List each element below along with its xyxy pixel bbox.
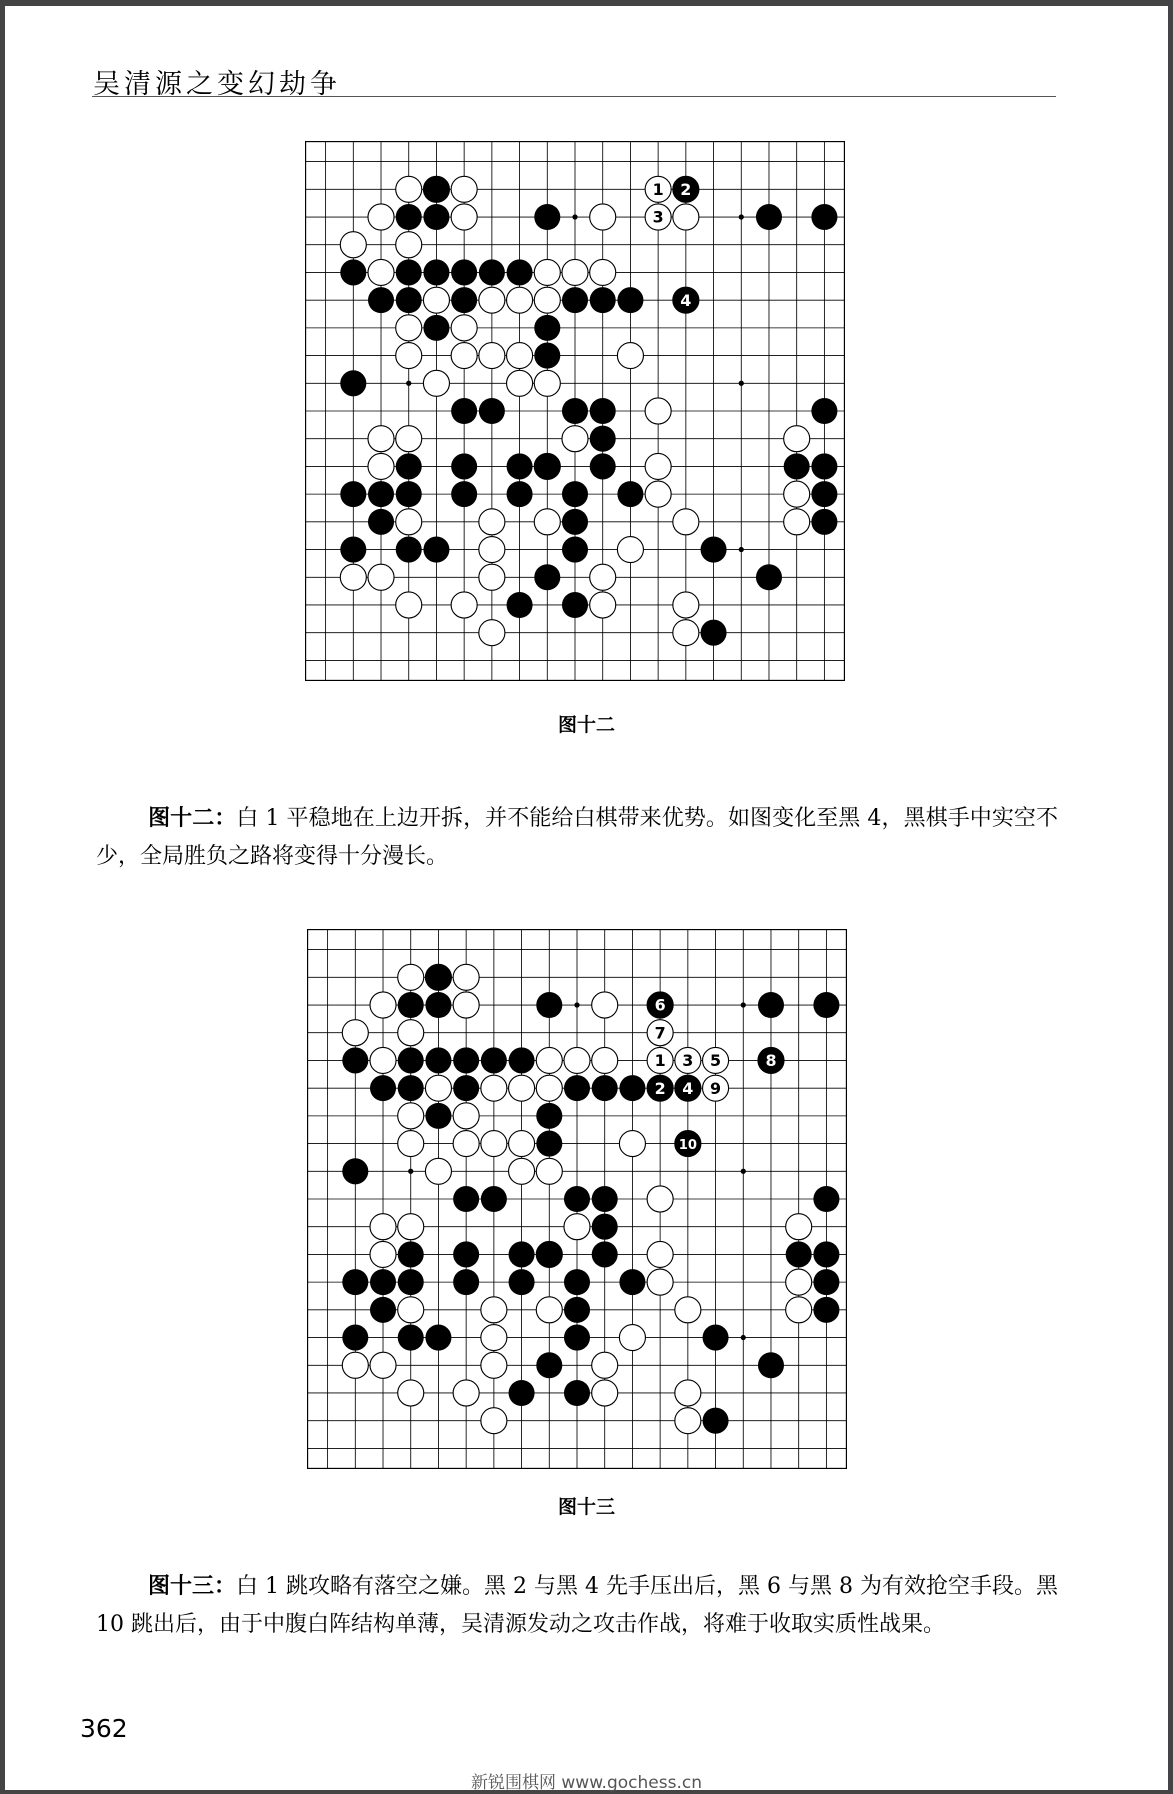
move-number: 5 [710,1051,722,1071]
go-board-figure-12 [305,141,845,681]
white-stone [479,620,505,646]
white-stone [784,509,810,535]
black-stone [425,1047,451,1073]
white-stone [617,343,643,369]
white-stone [340,232,366,258]
white-stone [479,537,505,563]
move-number: 2 [654,1078,666,1098]
black-stone [703,1408,729,1434]
black-stone [536,992,562,1018]
white-stone [479,564,505,590]
black-stone [564,1186,590,1212]
black-stone [811,481,837,507]
black-stone [562,398,588,424]
black-stone [564,1297,590,1323]
white-stone [784,481,810,507]
white-stone [481,1297,507,1323]
black-stone [564,1075,590,1101]
page-border-top [0,0,1173,6]
black-stone [340,370,366,396]
black-stone [592,1186,618,1212]
black-stone [423,176,449,202]
move-number: 1 [652,179,664,199]
black-stone [811,398,837,424]
white-stone [453,992,479,1018]
white-stone [673,204,699,230]
white-stone [425,1075,451,1101]
white-stone [453,1103,479,1129]
paragraph-figure-12 [96,800,1058,876]
white-stone [451,315,477,341]
paragraph-lead: 图十二： [148,806,237,831]
white-stone [370,992,396,1018]
move-number: 10 [678,1138,697,1154]
white-stone [536,1047,562,1073]
black-stone [368,481,394,507]
black-stone [536,1131,562,1157]
black-stone [703,1325,729,1351]
black-stone [536,1103,562,1129]
black-stone [562,509,588,535]
black-stone [534,564,560,590]
black-stone [425,1103,451,1129]
white-stone [481,1325,507,1351]
white-stone [396,509,422,535]
black-stone [423,204,449,230]
move-number: 3 [652,207,664,227]
black-stone [813,1269,839,1295]
black-stone [534,453,560,479]
black-stone [398,1325,424,1351]
black-stone [758,1352,784,1378]
white-stone [645,481,671,507]
black-stone [370,1269,396,1295]
black-stone [370,1297,396,1323]
white-stone [592,1380,618,1406]
page-border-left [0,0,5,1794]
black-stone [423,537,449,563]
black-stone [536,1241,562,1267]
black-stone [507,481,533,507]
white-stone [675,1297,701,1323]
white-stone [451,204,477,230]
paragraph-text: 白 1 跳攻略有落空之嫌。黑 2 与黑 4 先手压出后，黑 6 与黑 8 为有效抢空手段。黑 10 跳出后，由于中腹白阵结构单薄，吴清源发动之攻击作战，将难于收取实质性战果。 [96,1574,1058,1637]
white-stone [396,232,422,258]
move-number: 9 [710,1078,722,1098]
black-stone [451,398,477,424]
white-stone [368,426,394,452]
white-stone [536,1158,562,1184]
star-point [572,214,577,219]
black-stone [342,1325,368,1351]
black-stone [756,204,782,230]
black-stone [396,453,422,479]
white-stone [398,1131,424,1157]
move-number: 1 [654,1051,666,1071]
black-stone [396,259,422,285]
white-stone [675,1380,701,1406]
black-stone [423,315,449,341]
white-stone [509,1075,535,1101]
white-stone [786,1214,812,1240]
white-stone [479,343,505,369]
star-point [406,381,411,386]
white-stone [534,259,560,285]
paragraph-figure-13 [96,1568,1058,1644]
star-point [741,1002,746,1007]
star-point [739,547,744,552]
black-stone [340,481,366,507]
black-stone [396,204,422,230]
white-stone [398,964,424,990]
white-stone [786,1269,812,1295]
white-stone [784,426,810,452]
white-stone [536,1297,562,1323]
black-stone [813,1186,839,1212]
move-number: 8 [765,1051,777,1071]
page-border-right [1168,0,1173,1794]
black-stone [619,1075,645,1101]
black-stone [509,1380,535,1406]
white-stone [481,1075,507,1101]
white-stone [564,1047,590,1073]
white-stone [398,1214,424,1240]
white-stone [423,370,449,396]
go-board-svg [305,141,845,681]
black-stone [425,1325,451,1351]
paragraph-text: 白 1 平稳地在上边开拆，并不能给白棋带来优势。如图变化至黑 4，黑棋手中实空不少，全局胜负之路将变得十分漫长。 [96,806,1058,869]
black-stone [619,1269,645,1295]
figure-caption: 图十二 [557,714,615,736]
black-stone [564,1380,590,1406]
white-stone [647,1186,673,1212]
black-stone [701,537,727,563]
white-stone [370,1047,396,1073]
black-stone [534,343,560,369]
white-stone [534,509,560,535]
watermark: 新锐围棋网 www.gochess.cn [471,1773,702,1793]
white-stone [534,370,560,396]
white-stone [370,1241,396,1267]
white-stone [592,1352,618,1378]
white-stone [619,1325,645,1351]
black-stone [453,1047,479,1073]
white-stone [425,1158,451,1184]
black-stone [562,481,588,507]
black-stone [342,1158,368,1184]
white-stone [396,426,422,452]
black-stone [536,1352,562,1378]
black-stone [396,287,422,313]
white-stone [479,287,505,313]
black-stone [368,287,394,313]
black-stone [786,1241,812,1267]
white-stone [617,537,643,563]
white-stone [398,1020,424,1046]
black-stone [451,481,477,507]
black-stone [590,453,616,479]
white-stone [534,287,560,313]
white-stone [590,259,616,285]
black-stone [507,453,533,479]
white-stone [590,564,616,590]
black-stone [701,620,727,646]
black-stone [453,1075,479,1101]
white-stone [368,259,394,285]
black-stone [340,537,366,563]
white-stone [396,343,422,369]
black-stone [398,1269,424,1295]
black-stone [396,537,422,563]
black-stone [617,481,643,507]
white-stone [342,1020,368,1046]
black-stone [368,509,394,535]
black-stone [509,1241,535,1267]
go-board-figure-13 [307,929,847,1469]
move-number: 7 [654,1023,666,1043]
black-stone [564,1325,590,1351]
white-stone [592,1047,618,1073]
black-stone [342,1269,368,1295]
running-head: 吴清源之变幻劫争 [93,69,341,100]
black-stone [509,1047,535,1073]
black-stone [398,1075,424,1101]
white-stone [590,592,616,618]
white-stone [562,259,588,285]
white-stone [453,964,479,990]
black-stone [784,453,810,479]
black-stone [562,287,588,313]
black-stone [481,1047,507,1073]
black-stone [451,259,477,285]
white-stone [451,592,477,618]
white-stone [368,453,394,479]
black-stone [617,287,643,313]
white-stone [481,1408,507,1434]
black-stone [453,1241,479,1267]
white-stone [507,343,533,369]
move-number: 4 [680,290,692,310]
white-stone [509,1158,535,1184]
white-stone [562,426,588,452]
star-point [739,381,744,386]
go-board-svg [307,929,847,1469]
white-stone [398,1380,424,1406]
black-stone [507,592,533,618]
black-stone [811,204,837,230]
black-stone [592,1075,618,1101]
white-stone [396,592,422,618]
move-number: 2 [680,179,692,199]
black-stone [370,1075,396,1101]
white-stone [675,1408,701,1434]
black-stone [590,287,616,313]
white-stone [479,509,505,535]
move-number: 6 [654,995,666,1015]
white-stone [645,398,671,424]
black-stone [590,426,616,452]
black-stone [534,204,560,230]
black-stone [811,509,837,535]
black-stone [479,398,505,424]
star-point [408,1169,413,1174]
black-stone [425,992,451,1018]
white-stone [340,564,366,590]
white-stone [592,992,618,1018]
white-stone [451,176,477,202]
paragraph-lead: 图十三： [148,1574,237,1599]
black-stone [398,1241,424,1267]
black-stone [562,592,588,618]
move-number: 3 [682,1051,694,1071]
white-stone [645,453,671,479]
black-stone [811,453,837,479]
white-stone [368,564,394,590]
black-stone [423,259,449,285]
black-stone [562,537,588,563]
black-stone [451,453,477,479]
black-stone [564,1269,590,1295]
white-stone [507,370,533,396]
black-stone [398,1047,424,1073]
white-stone [342,1352,368,1378]
white-stone [396,176,422,202]
white-stone [398,1297,424,1323]
black-stone [813,1241,839,1267]
black-stone [479,259,505,285]
white-stone [396,315,422,341]
star-point [739,214,744,219]
star-point [741,1335,746,1340]
white-stone [453,1380,479,1406]
white-stone [536,1075,562,1101]
black-stone [396,481,422,507]
black-stone [451,287,477,313]
header-rule [92,96,1056,97]
page-number: 362 [80,1714,128,1743]
white-stone [423,287,449,313]
white-stone [647,1269,673,1295]
black-stone [453,1269,479,1295]
white-stone [564,1214,590,1240]
figure-caption: 图十三 [557,1496,615,1518]
black-stone [758,992,784,1018]
white-stone [398,1103,424,1129]
white-stone [370,1214,396,1240]
black-stone [481,1186,507,1212]
white-stone [451,343,477,369]
white-stone [368,204,394,230]
white-stone [673,592,699,618]
white-stone [453,1131,479,1157]
black-stone [592,1214,618,1240]
black-stone [756,564,782,590]
black-stone [340,259,366,285]
black-stone [592,1241,618,1267]
black-stone [509,1269,535,1295]
white-stone [509,1131,535,1157]
white-stone [673,509,699,535]
black-stone [507,259,533,285]
black-stone [590,398,616,424]
black-stone [453,1186,479,1212]
move-number: 4 [682,1078,694,1098]
white-stone [673,620,699,646]
black-stone [398,992,424,1018]
black-stone [813,992,839,1018]
black-stone [813,1297,839,1323]
white-stone [370,1352,396,1378]
black-stone [534,315,560,341]
star-point [741,1169,746,1174]
white-stone [786,1297,812,1323]
white-stone [481,1352,507,1378]
white-stone [481,1131,507,1157]
white-stone [507,287,533,313]
star-point [574,1002,579,1007]
white-stone [647,1241,673,1267]
black-stone [342,1047,368,1073]
black-stone [425,964,451,990]
white-stone [619,1131,645,1157]
white-stone [590,204,616,230]
